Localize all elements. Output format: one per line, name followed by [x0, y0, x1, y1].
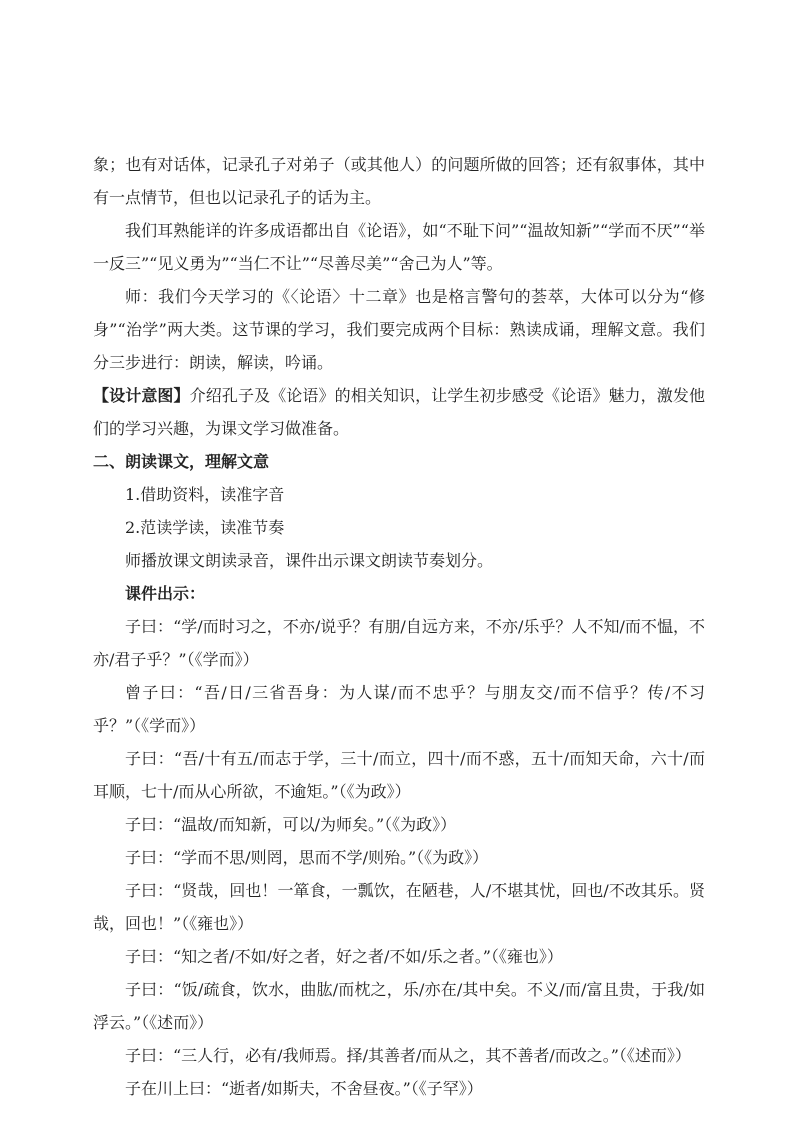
paragraph-teacher-intro: 师：我们今天学习的《〈论语〉十二章》也是格言警句的荟萃，大体可以分为“修身”“治学”两大类。这节课的学习，我们要完成两个目标：熟读成诵，理解文意。我们分三步进行：朗读，解读，吟诵。: [93, 287, 705, 372]
instruction-text: 师播放课文朗读录音，课件出示课文朗读节奏划分。: [125, 551, 494, 570]
courseware-label: 课件出示：: [125, 584, 206, 603]
section-heading: 二、朗读课文，理解文意: [93, 452, 270, 471]
quote-item: 子曰：“吾/十有五/而志于学，三十/而立，四十/而不惑，五十/而知天命，六十/而耳顺，七十/而从心所欲，不逾矩。”（《为政》）: [93, 749, 705, 801]
quote-item: 曾子曰：“吾/日/三省吾身：为人谋/而不忠乎？与朋友交/而不信乎？传/不习乎？”（《学而》）: [93, 683, 705, 735]
quote-item: 子曰：“学/而时习之，不亦/说乎？有朋/自远方来，不亦/乐乎？人不知/而不愠，不亦/君子乎？”（《学而》）: [93, 617, 705, 669]
quote-item: 子曰：“温故/而知新，可以/为师矣。”（《为政》）: [125, 815, 457, 834]
quote-item: 子曰：“三人行，必有/我师焉。择/其善者/而从之，其不善者/而改之。”（《述而》）: [125, 1046, 691, 1065]
paragraph-idioms: 我们耳熟能详的许多成语都出自《论语》，如“不耻下问”“温故知新”“学而不厌”“举一反三”“见义勇为”“当仁不让”“尽善尽美”“舍己为人”等。: [93, 221, 705, 273]
quote-item: 子在川上曰：“逝者/如斯夫，不舍昼夜。”（《子罕》）: [125, 1079, 483, 1098]
document-body: [93, 148, 705, 1105]
quote-item: 子曰：“贤哉，回也！一箪食，一瓢饮，在陋巷，人/不堪其忧，回也/不改其乐。贤哉，回也！”（《雍也》）: [93, 881, 705, 933]
quote-item: 子曰：“学而不思/则罔，思而不学/则殆。”（《为政》）: [125, 848, 489, 867]
paragraph-continuation: 象；也有对话体，记录孔子对弟子（或其他人）的问题所做的回答；还有叙事体，其中有一点情节，但也以记录孔子的话为主。: [93, 155, 705, 207]
step-item: 2.范读学读，读准节奏: [125, 518, 285, 537]
quote-item: 子曰：“饭/疏食，饮水，曲肱/而枕之，乐/亦在/其中矣。不义/而/富且贵，于我/如浮云。”（《述而》）: [93, 980, 705, 1032]
design-intent: [93, 379, 705, 445]
design-intent-label: 【设计意图】: [93, 386, 190, 405]
step-item: 1.借助资料，读准字音: [125, 485, 285, 504]
quote-item: 子曰：“知之者/不如/好之者，好之者/不如/乐之者。”（《雍也》）: [125, 947, 563, 966]
design-intent-text: 介绍孔子及《论语》的相关知识，让学生初步感受《论语》魅力，激发他们的学习兴趣，为课文学习做准备。: [93, 386, 705, 438]
